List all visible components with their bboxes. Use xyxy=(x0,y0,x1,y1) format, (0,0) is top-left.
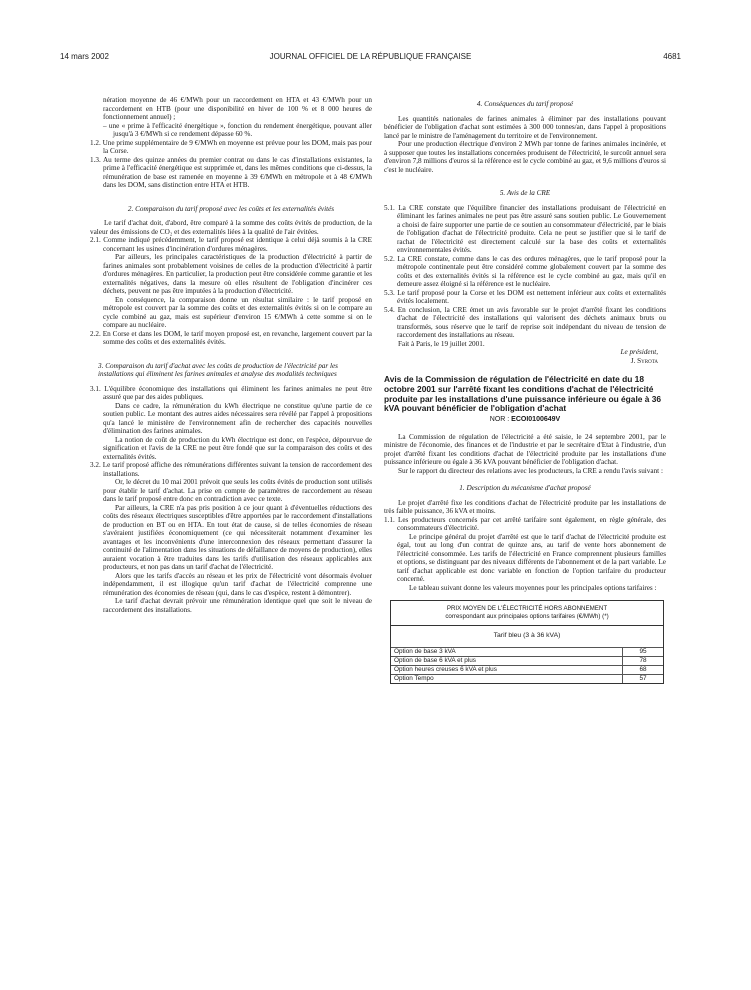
signature-block xyxy=(384,348,666,365)
table-header xyxy=(391,601,663,626)
paragraph: – une « prime à l'efficacité énergétique », fonction du rendement énergétique, pouvant aller jusqu'à 3 €/MWh si ce rendement dépasse 60 %. xyxy=(103,121,372,138)
paragraph: Sur le rapport du directeur des relations avec les producteurs, la CRE a rendu l'avis suivant : xyxy=(398,466,663,475)
paragraph: Le tarif d'achat devrait prévoir une rémunération identique quel que soit le niveau de raccordement des installations. xyxy=(103,597,372,614)
nor-reference xyxy=(384,416,666,425)
row-value: 57 xyxy=(639,675,647,683)
row-value: 95 xyxy=(639,647,647,655)
section-heading: 5. Avis de la CRE xyxy=(499,189,551,197)
paragraph: 3.2. Le tarif proposé affiche des rémunérations différentes suivant la tension de raccordement des installations. xyxy=(90,461,372,478)
paragraph: Le principe général du projet d'arrêté est que le tarif d'achat de l'électricité produite est égal, tout au long d'un contrat de quinze ans, au tarif de vente hors abonnement de l'électricité consommée. Les tarifs de l'électricité en France comprennent plusieurs familles et options, se distinguant par des niveaux différents de l'abonnement et de la part variable. Le tarif d'achat applicable est donc variable en fonction de l'option tarifaire du producteur concerné. xyxy=(397,532,666,584)
header-date: 14 mars 2002 xyxy=(60,52,109,61)
paragraph: Le tableau suivant donne les valeurs moyennes pour les principales options tarifaires : xyxy=(409,583,657,592)
table-row xyxy=(391,674,663,683)
signature-role: Le président, xyxy=(620,348,658,356)
right-column xyxy=(384,96,666,684)
row-label: Option heures creuses 6 kVA et plus xyxy=(391,666,623,674)
paragraph: nération moyenne de 46 €/MWh pour un raccordement en HTA et 43 €/MWh pour un raccordement en HTB (pour une disponibilité en hiver de 100 % et 8 000 heures de fonctionnement annuel) ; xyxy=(103,96,372,121)
section-heading: 4. Conséquences du tarif proposé xyxy=(476,100,574,108)
paragraph: 2.2. En Corse et dans les DOM, le tarif moyen proposé est, en revanche, largement couvert par la somme des coûts et des externalités évités. xyxy=(90,329,372,346)
paragraph: La Commission de régulation de l'électricité a été saisie, le 24 septembre 2001, par le ministre de l'économie, des finances et de l'industrie et par le secrétaire d'Etat à l'industrie, d'un projet d'arrêté fixant les conditions d'achat de l'électricité produite par les installations d'une puissance inférieure ou égale à 36 kVA pouvant bénéficier de l'obligation d'achat. xyxy=(384,432,666,467)
row-value: 68 xyxy=(639,665,647,673)
price-table xyxy=(390,600,664,684)
paragraph: 5.4. En conclusion, la CRE émet un avis favorable sur le projet d'arrêté fixant les conditions d'achat de l'électricité des installations qui valorisent des déchets animaux bruts ou transformés, sous réserve que le tarif de reprise soit indépendant du niveau de tension de raccordement des installations au réseau. xyxy=(384,305,666,339)
paragraph: 5.2. La CRE constate, comme dans le cas des ordures ménagères, que le tarif proposé pour la métropole continentale peut être considéré comme globalement couvert par la somme des coûts et des externalités évités si la référence est le cycle combiné au gaz, mais qu'il en demeure assez éloigné si la référence est le nucléaire. xyxy=(384,254,666,288)
left-column xyxy=(90,96,372,614)
table-row xyxy=(391,665,663,674)
paragraph: Le projet d'arrêté fixe les conditions d'achat de l'électricité produite par les installations de très faible puissance, 36 kVA et moins. xyxy=(384,498,666,516)
nor-value: ECOI0100649V xyxy=(511,416,561,424)
row-label: Option Tempo xyxy=(391,675,623,683)
table-title: PRIX MOYEN DE L'ÉLECTRICITÉ HORS ABONNEMENT xyxy=(446,605,608,613)
row-label: Option de base 6 kVA et plus xyxy=(391,657,623,665)
paragraph: Les quantités nationales de farines animales à éliminer par des installations pouvant bénéficier de l'obligation d'achat sont estimées à 300 000 tonnes/an, dans l'appel à propositions lancé par le ministre de l'aménagement du territoire et de l'environnement. xyxy=(384,114,666,140)
paragraph: 2.1. Comme indiqué précédemment, le tarif proposé est identique à celui déjà soumis à la CRE concernant les usines d'incinération d'ordures ménagères. xyxy=(90,236,372,253)
table-group-label: Tarif bleu (3 à 36 kVA) xyxy=(493,632,561,639)
paragraph: Or, le décret du 10 mai 2001 prévoit que seuls les coûts évités de production sont utilisés pour établir le tarif d'achat. La prise en compte de paramètres de raccordement au réseau dans le tarif proposé entre donc en contradiction avec ce texte. xyxy=(103,478,372,503)
paragraph: Par ailleurs, les principales caractéristiques de la production d'électricité à partir de farines animales sont probablement voisines de celles de la production d'électricité à partir d'ordures ménagères. En particulier, la production peut être considérée comme garantie et les externalités négatives, dans la mesure où elles résultent de l'obligation d'incinérer ces déchets, peuvent ne pas être imputées à la production d'électricité. xyxy=(103,253,372,295)
table-row xyxy=(391,656,663,665)
row-label: Option de base 3 kVA xyxy=(391,648,623,656)
section-heading: 1. Description du mécanisme d'achat proposé xyxy=(459,484,591,493)
nor-label: NOR : xyxy=(489,416,510,424)
paragraph: Pour une production électrique d'environ 2 MWh par tonne de farines animales incinérée, et à supposer que toutes les installations concernées produisent de l'électricité, le surcoût annuel sera d'environ 7,8 millions d'euros si la référence est le cycle combiné au gaz, et 9,6 millions d'euros si c'est le nucléaire. xyxy=(384,140,666,174)
paragraph: 1.1. Les producteurs concernés par cet arrêté tarifaire sont également, en règle générale, des consommateurs d'électricité. xyxy=(384,515,666,533)
table-subtitle: correspondant aux principales options tarifaires (€/MWh) (*) xyxy=(445,612,609,620)
page-header xyxy=(60,52,681,64)
paragraph: La notion de coût de production du kWh électrique est donc, en l'espèce, dépourvue de signification et l'avis de la CRE ne peut être fondé que sur la comparaison des coûts et des externalités évités. xyxy=(103,435,372,461)
paragraph: 5.3. Le tarif proposé pour la Corse et les DOM est nettement inférieur aux coûts et externalités évités localement. xyxy=(384,288,666,305)
paragraph: 5.1. La CRE constate que l'équilibre financier des installations produisant de l'électricité en éliminant les farines animales ne peut pas être assuré sans soutien public. Le Gouvernement a choisi de faire supporter une partie de ce soutien au consommateur d'électricité, par le biais de l'obligation d'achat de l'électricité produite. Cela ne peut se justifier que si le tarif de rachat de l'électricité est directement calculé sur la base des coûts et externalités environnementales évités. xyxy=(384,203,666,254)
paragraph: Par ailleurs, la CRE n'a pas pris position à ce jour quant à d'éventuelles réductions des coûts des réseaux électriques susceptibles d'être apportées par le raccordement d'installations de production en BT ou en HTA. En tout état de cause, si de telles économies de réseau s'avéraient justifiées économiquement (ce qui nécessiterait notamment d'examiner les avantages et les inconvénients d'une interconnexion des réseaux permettant d'assurer la continuité de l'alimentation dans les situations de défaillance de moyens de production), elles auraient vocation à être traduites dans les tarifs d'utilisation des réseaux applicables aux producteurs, et non pas dans un tarif d'achat de l'électricité. xyxy=(103,503,372,571)
paragraph: Alors que les tarifs d'accès au réseau et les prix de l'électricité vont désormais évoluer indépendamment, il est illogique qu'un tarif d'achat de l'électricité comprenne une rémunération des économies de réseau (qui, dans le cas d'espèce, restent à démontrer). xyxy=(103,571,372,597)
paragraph: Dans ce cadre, la rémunération du kWh électrique ne constitue qu'une partie de ce soutien public. Le montant des autres aides nécessaires sera révélé par l'appel à propositions qu'a lancé le ministère de l'environnement afin de rechercher des capacités nouvelles d'élimination des farines animales. xyxy=(103,401,372,435)
paragraph: 1.3. Au terme des quinze années du premier contrat ou dans le cas d'installations existantes, la prime à l'efficacité énergétique est supprimée et, dans les mêmes conditions que ci-dessus, la rémunération de base est ramenée en moyenne à 39 €/MWh en métropole et à 48 €/MWh dans les DOM, sans distinction entre HTA et HTB. xyxy=(90,155,372,189)
paragraph: 3.1. L'équilibre économique des installations qui éliminent les farines animales ne peut être assuré que par des aides publiques. xyxy=(90,384,372,401)
avis-title: Avis de la Commission de régulation de l'électricité en date du 18 octobre 2001 sur l'arrêté fixant les conditions d'achat de l'électricité produite par les installations d'une puissance inférieure ou égale à 36 kVA pouvant bénéficier de l'obligation d'achat xyxy=(384,374,662,414)
paragraph: Le tarif d'achat doit, d'abord, être comparé à la somme des coûts évités de production, de la valeur des émissions de CO₂ et des externalités liées à la qualité de l'air évitées. xyxy=(90,219,372,236)
header-journal-title: JOURNAL OFFICIEL DE LA RÉPUBLIQUE FRANÇAISE xyxy=(269,52,472,61)
signature-name: J. Syrota xyxy=(630,356,658,365)
header-page-number: 4681 xyxy=(663,52,681,61)
table-row xyxy=(391,647,663,656)
row-value: 78 xyxy=(639,656,647,664)
section-heading: 3. Comparaison du tarif d'achat avec les coûts de production de l'électricité par les installations qui éliminent les farines animales et analyse des modalités techniques xyxy=(98,361,338,378)
paragraph: En conséquence, la comparaison donne un résultat similaire : le tarif proposé en métropole est couvert par la somme des coûts et des externalités évités si on le compare au cycle combiné au gaz, mais est supérieur d'environ 15 €/MWh à cette somme si on le compare au nucléaire. xyxy=(103,295,372,329)
section-heading: 2. Comparaison du tarif proposé avec les coûts et les externalités évités xyxy=(127,204,335,213)
paragraph: 1.2. Une prime supplémentaire de 9 €/MWh en moyenne est prévue pour les DOM, mais pas pour la Corse. xyxy=(90,138,372,155)
paragraph: Fait à Paris, le 19 juillet 2001. xyxy=(398,339,485,348)
